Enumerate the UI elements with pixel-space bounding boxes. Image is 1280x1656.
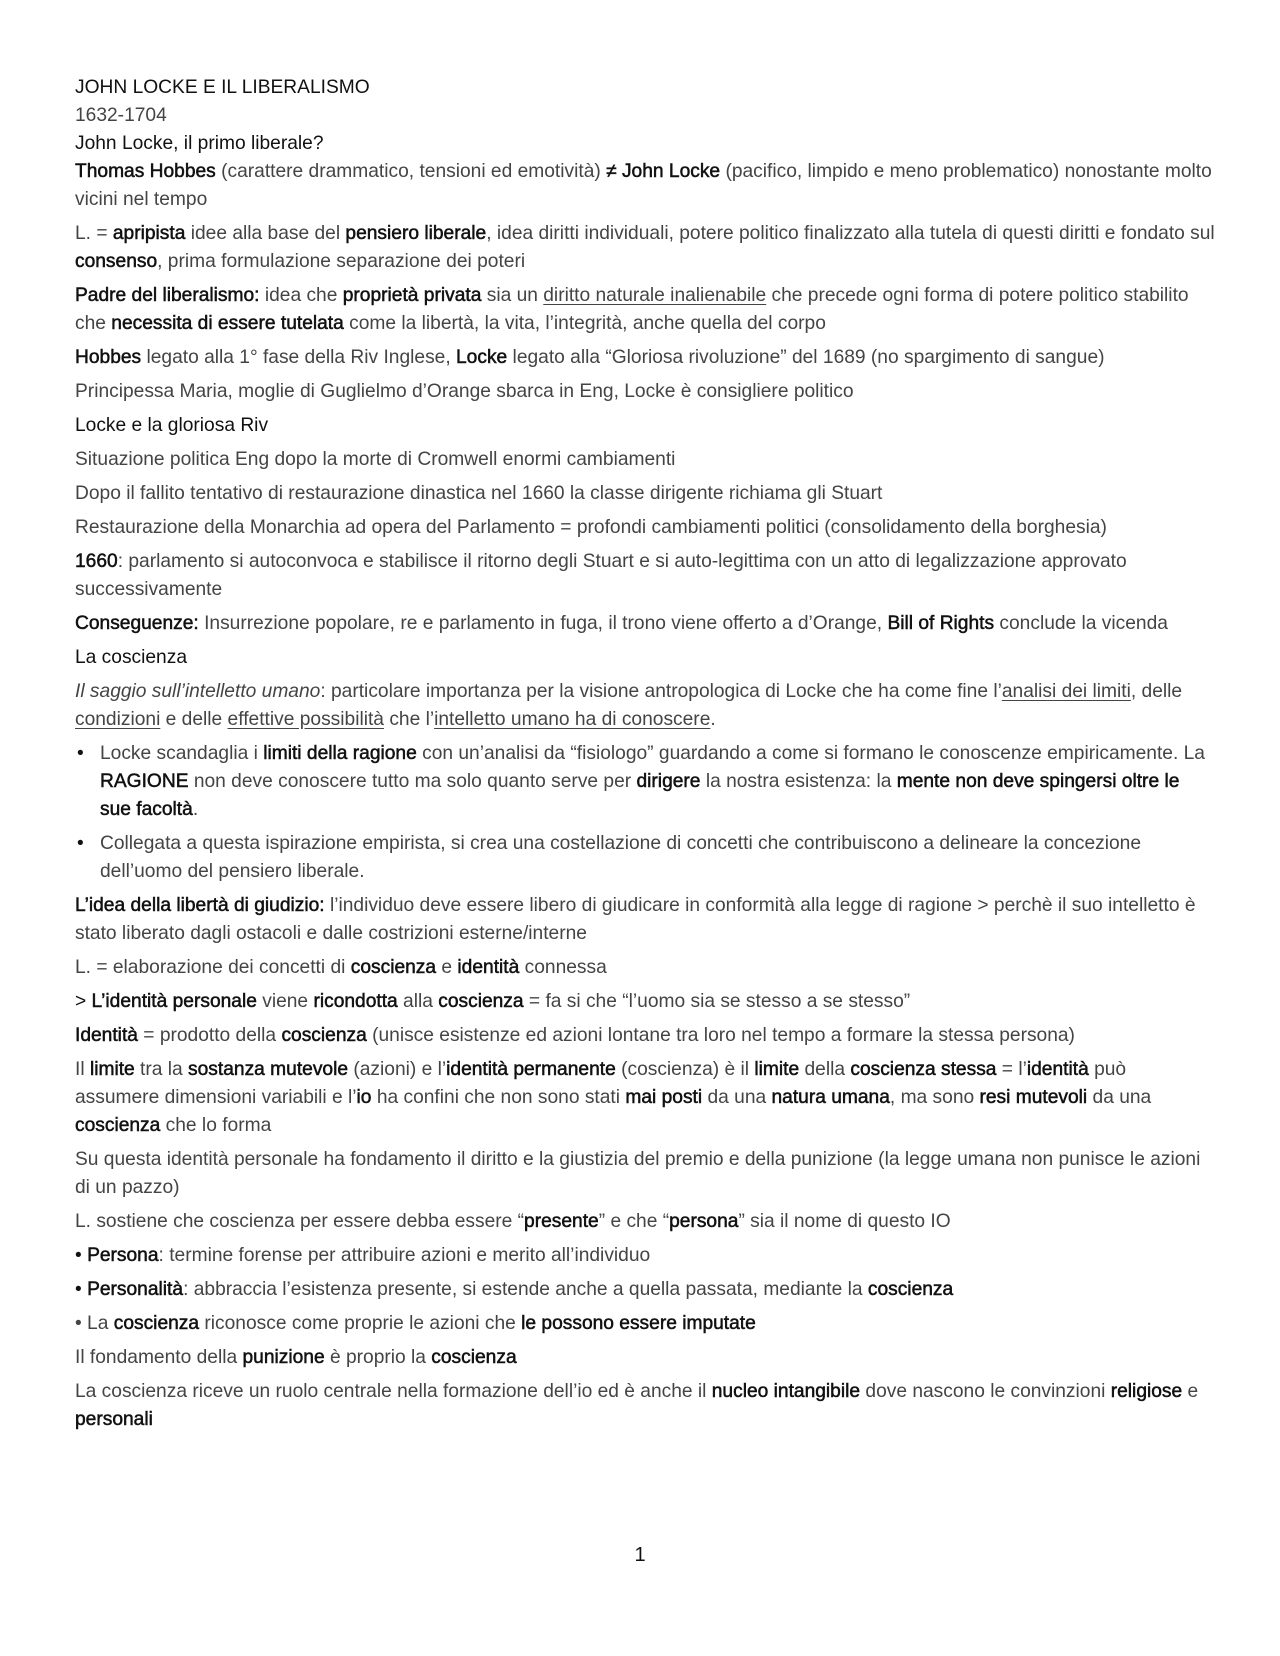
- paragraph-principessa-maria: Principessa Maria, moglie di Guglielmo d’Orange sbarca in Eng, Locke è consigliere politico: [75, 381, 854, 402]
- bullet-limiti-ragione: • Locke scandaglia i limiti della ragione con un’analisi da “fisiologo” guardando a come si formano le conoscenze empiricamente. La RAGIONE non deve conoscere tutto ma solo quanto serve per dirigere la nostra esistenza: la mente non deve spingersi oltre le sue facoltà.: [75, 740, 1215, 824]
- paragraph-fondamento-diritto: Su questa identità personale ha fondamento il diritto e la giustizia del premio e della punizione (la legge umana non punisce le azioni di un pazzo): [75, 1149, 1201, 1198]
- bullet-empirista: • Collegata a questa ispirazione empirista, si crea una costellazione di concetti che contribuiscono a delineare la concezione dell’uomo del pensiero liberale.: [75, 830, 1215, 886]
- document-page: [75, 74, 1215, 1440]
- paragraph-hobbes-vs-locke: Thomas Hobbes (carattere drammatico, tensioni ed emotività) ≠ John Locke (pacifico, limpido e meno problematico) nonostante molto vicini nel tempo: [75, 161, 1212, 210]
- document-subtitle: John Locke, il primo liberale?: [75, 133, 324, 154]
- paragraph-restaurazione: Restaurazione della Monarchia ad opera del Parlamento = profondi cambiamenti politici (consolidamento della borghesia): [75, 517, 1107, 538]
- paragraph-stuart: Dopo il fallito tentativo di restaurazione dinastica nel 1660 la classe dirigente richiama gli Stuart: [75, 483, 883, 504]
- paragraph-apripista: L. = apripista idee alla base del pensiero liberale, idea diritti individuali, potere politico finalizzato alla tutela di questi diritti e fondato sul consenso, prima formulazione separazione dei poteri: [75, 223, 1215, 272]
- bullet-marker: •: [77, 743, 84, 764]
- bullet-marker: •: [77, 833, 84, 854]
- paragraph-nucleo-intangibile: La coscienza riceve un ruolo centrale nella formazione dell’io ed è anche il nucleo intangibile dove nascono le convinzioni religiose e personali: [75, 1381, 1199, 1430]
- paragraph-saggio: Il saggio sull’intelletto umano: particolare importanza per la visione antropologica di Locke che ha come fine l’analisi dei limiti, delle condizioni e delle effettive possibilità che l’intelletto umano ha di conoscere.: [75, 681, 1183, 730]
- list-item-personalita: • Personalità: abbraccia l’esistenza presente, si estende anche a quella passata, mediante la coscienza: [75, 1279, 954, 1300]
- paragraph-liberta-giudizio: L’idea della libertà di giudizio: l’individuo deve essere libero di giudicare in conformità alla legge di ragione > perchè il suo intelletto è stato liberato dagli ostacoli e dalle costrizioni esterne/interne: [75, 895, 1196, 944]
- paragraph-1660: 1660: parlamento si autoconvoca e stabilisce il ritorno degli Stuart e si auto-legittima con un atto di legalizzazione approvato successivamente: [75, 551, 1127, 600]
- paragraph-conseguenze: Conseguenze: Insurrezione popolare, re e parlamento in fuga, il trono viene offerto a d’Orange, Bill of Rights conclude la vicenda: [75, 613, 1168, 634]
- paragraph-padre-liberalismo: Padre del liberalismo: idea che proprietà privata sia un diritto naturale inalienabile che precede ogni forma di potere politico stabilito che necessita di essere tutelata come la libertà, la vita, l’integrità, anche quella del corpo: [75, 285, 1189, 334]
- document-title: JOHN LOCKE E IL LIBERALISMO: [75, 77, 370, 98]
- paragraph-limite: Il limite tra la sostanza mutevole (azioni) e l’identità permanente (coscienza) è il limite della coscienza stessa = l’identità può assumere dimensioni variabili e l’io ha confini che non sono stati mai posti da una natura umana, ma sono resi mutevoli da una coscienza che lo forma: [75, 1059, 1152, 1136]
- heading-gloriosa-riv: Locke e la gloriosa Riv: [75, 415, 269, 436]
- paragraph-presente-persona: L. sostiene che coscienza per essere debba essere “presente” e che “persona” sia il nome di questo IO: [75, 1211, 951, 1232]
- paragraph-fondamento-punizione: Il fondamento della punizione è proprio la coscienza: [75, 1347, 517, 1368]
- list-item-coscienza: • La coscienza riconosce come proprie le azioni che le possono essere imputate: [75, 1313, 756, 1334]
- paragraph-coscienza-identita: L. = elaborazione dei concetti di coscienza e identità connessa: [75, 957, 607, 978]
- paragraph-identita-prodotto: Identità = prodotto della coscienza (unisce esistenze ed azioni lontane tra loro nel tempo a formare la stessa persona): [75, 1025, 1075, 1046]
- list-item-persona: • Persona: termine forense per attribuire azioni e merito all’individuo: [75, 1245, 651, 1266]
- heading-coscienza: La coscienza: [75, 647, 187, 668]
- paragraph-hobbes-locke-revolutions: Hobbes legato alla 1° fase della Riv Inglese, Locke legato alla “Gloriosa rivoluzione” del 1689 (no spargimento di sangue): [75, 347, 1105, 368]
- paragraph-cromwell: Situazione politica Eng dopo la morte di Cromwell enormi cambiamenti: [75, 449, 676, 470]
- page-number: 1: [634, 1544, 646, 1566]
- paragraph-identita-personale: > L’identità personale viene ricondotta alla coscienza = fa si che “l’uomo sia se stesso a se stesso”: [75, 991, 911, 1012]
- document-dates: 1632-1704: [75, 105, 167, 126]
